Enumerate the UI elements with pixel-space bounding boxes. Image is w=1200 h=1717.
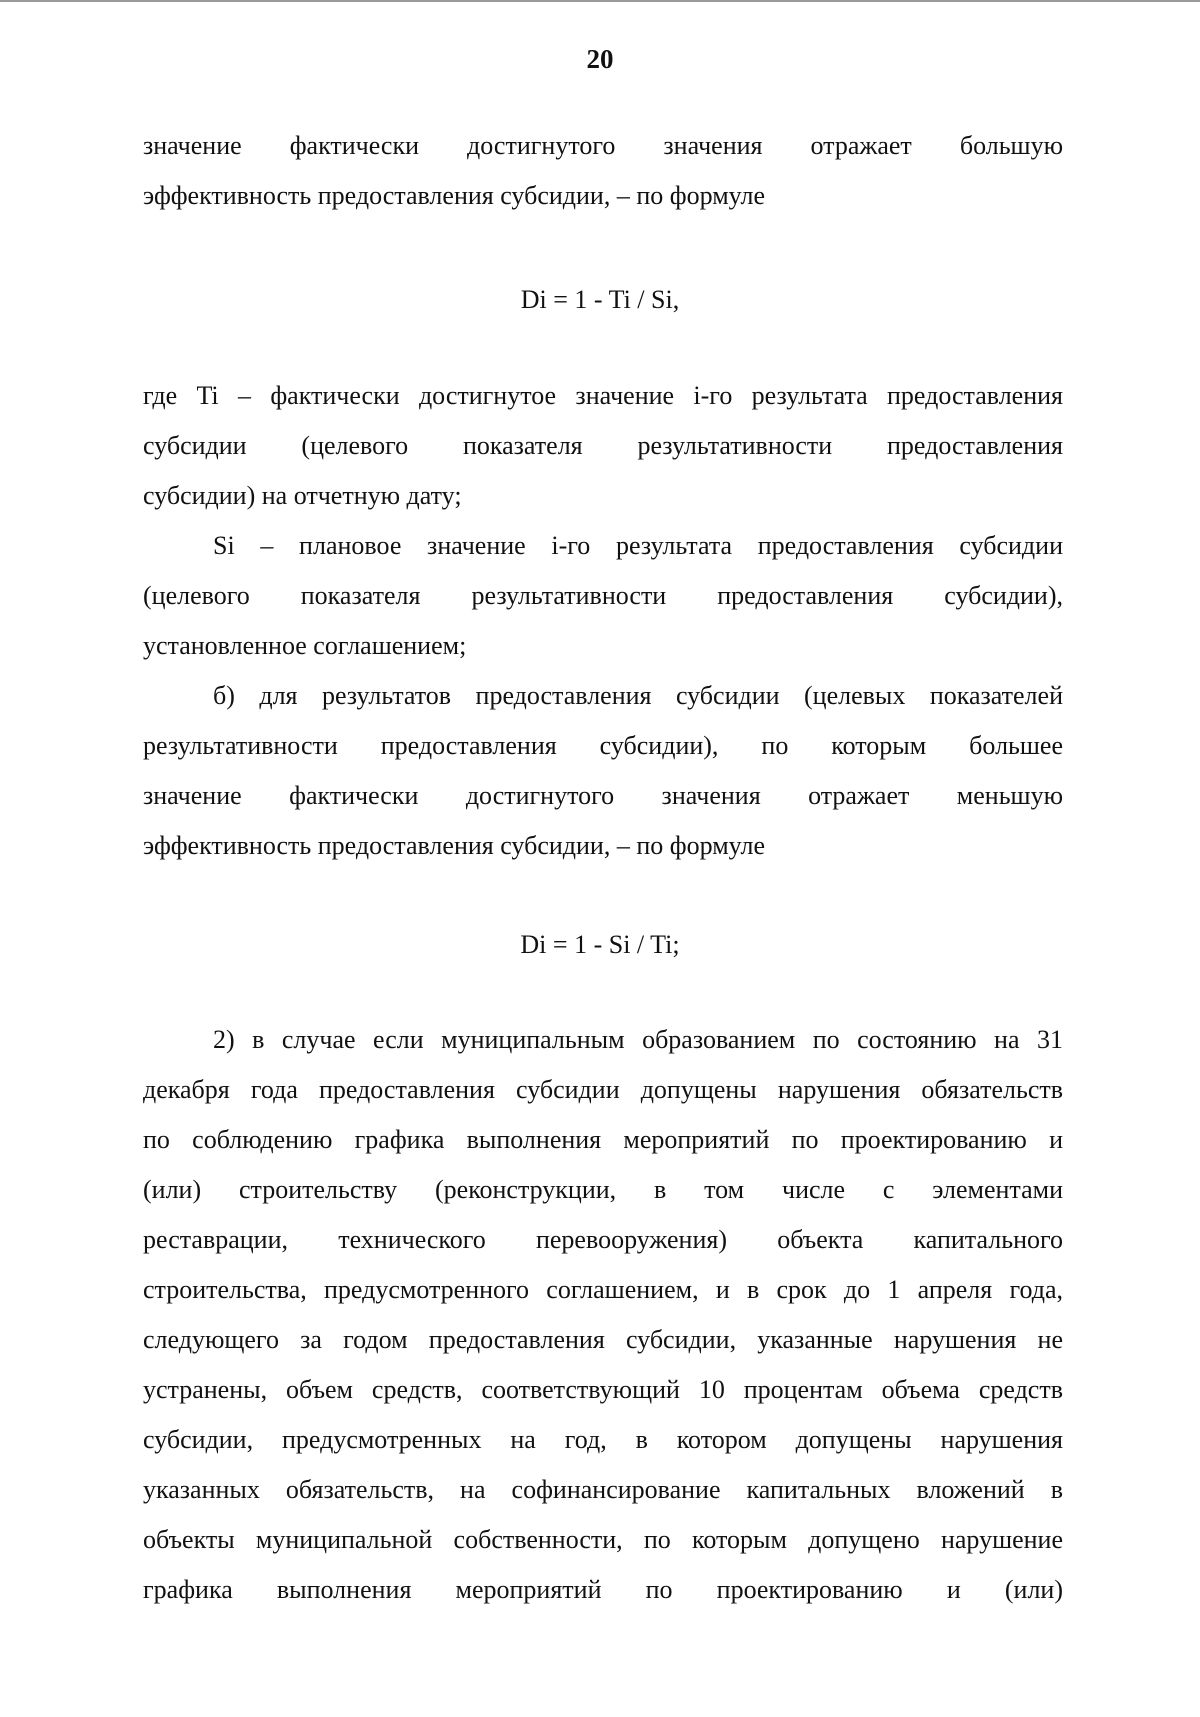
text-line: указанных обязательств, на софинансирование капитальных вложений в xyxy=(143,1475,1063,1504)
text-line: реставрации, технического перевооружения) объекта капитального xyxy=(143,1225,1063,1254)
text-line: результативности предоставления субсидии), по которым большее xyxy=(143,731,1063,760)
text-line: декабря года предоставления субсидии допущены нарушения обязательств xyxy=(143,1075,1063,1104)
text-line: графика выполнения мероприятий по проектированию и (или) xyxy=(143,1575,1063,1604)
text-line: субсидии) на отчетную дату; xyxy=(143,481,462,510)
text-line: устранены, объем средств, соответствующий 10 процентам объема средств xyxy=(143,1375,1063,1404)
text-line: значение фактически достигнутого значения отражает большую xyxy=(143,131,1063,160)
text-line: эффективность предоставления субсидии, – по формуле xyxy=(143,181,766,210)
text-line: строительства, предусмотренного соглашением, и в срок до 1 апреля года, xyxy=(143,1275,1063,1304)
text-line: установленное соглашением; xyxy=(143,631,467,660)
text-line: значение фактически достигнутого значения отражает меньшую xyxy=(143,781,1063,810)
text-line: б) для результатов предоставления субсидии (целевых показателей xyxy=(213,681,1063,710)
formula: Di = 1 - Si / Ti; xyxy=(520,930,680,959)
text-line: где Ti – фактически достигнутое значение i-го результата предоставления xyxy=(143,381,1063,410)
text-line: (целевого показателя результативности предоставления субсидии), xyxy=(143,581,1063,610)
page-number: 20 xyxy=(586,44,614,74)
text-line: по соблюдению графика выполнения мероприятий по проектированию и xyxy=(143,1125,1063,1154)
text-line: субсидии (целевого показателя результативности предоставления xyxy=(143,431,1063,460)
text-line: следующего за годом предоставления субсидии, указанные нарушения не xyxy=(143,1325,1063,1354)
formula: Di = 1 - Ti / Si, xyxy=(520,285,680,314)
text-line: эффективность предоставления субсидии, – по формуле xyxy=(143,831,766,860)
text-line: объекты муниципальной собственности, по которым допущено нарушение xyxy=(143,1525,1063,1554)
text-line: субсидии, предусмотренных на год, в котором допущены нарушения xyxy=(143,1425,1063,1454)
text-line: Si – плановое значение i-го результата предоставления субсидии xyxy=(213,531,1063,560)
top-scan-edge xyxy=(0,0,1200,2)
text-line: (или) строительству (реконструкции, в том числе с элементами xyxy=(143,1175,1063,1204)
text-line: 2) в случае если муниципальным образованием по состоянию на 31 xyxy=(213,1025,1063,1054)
